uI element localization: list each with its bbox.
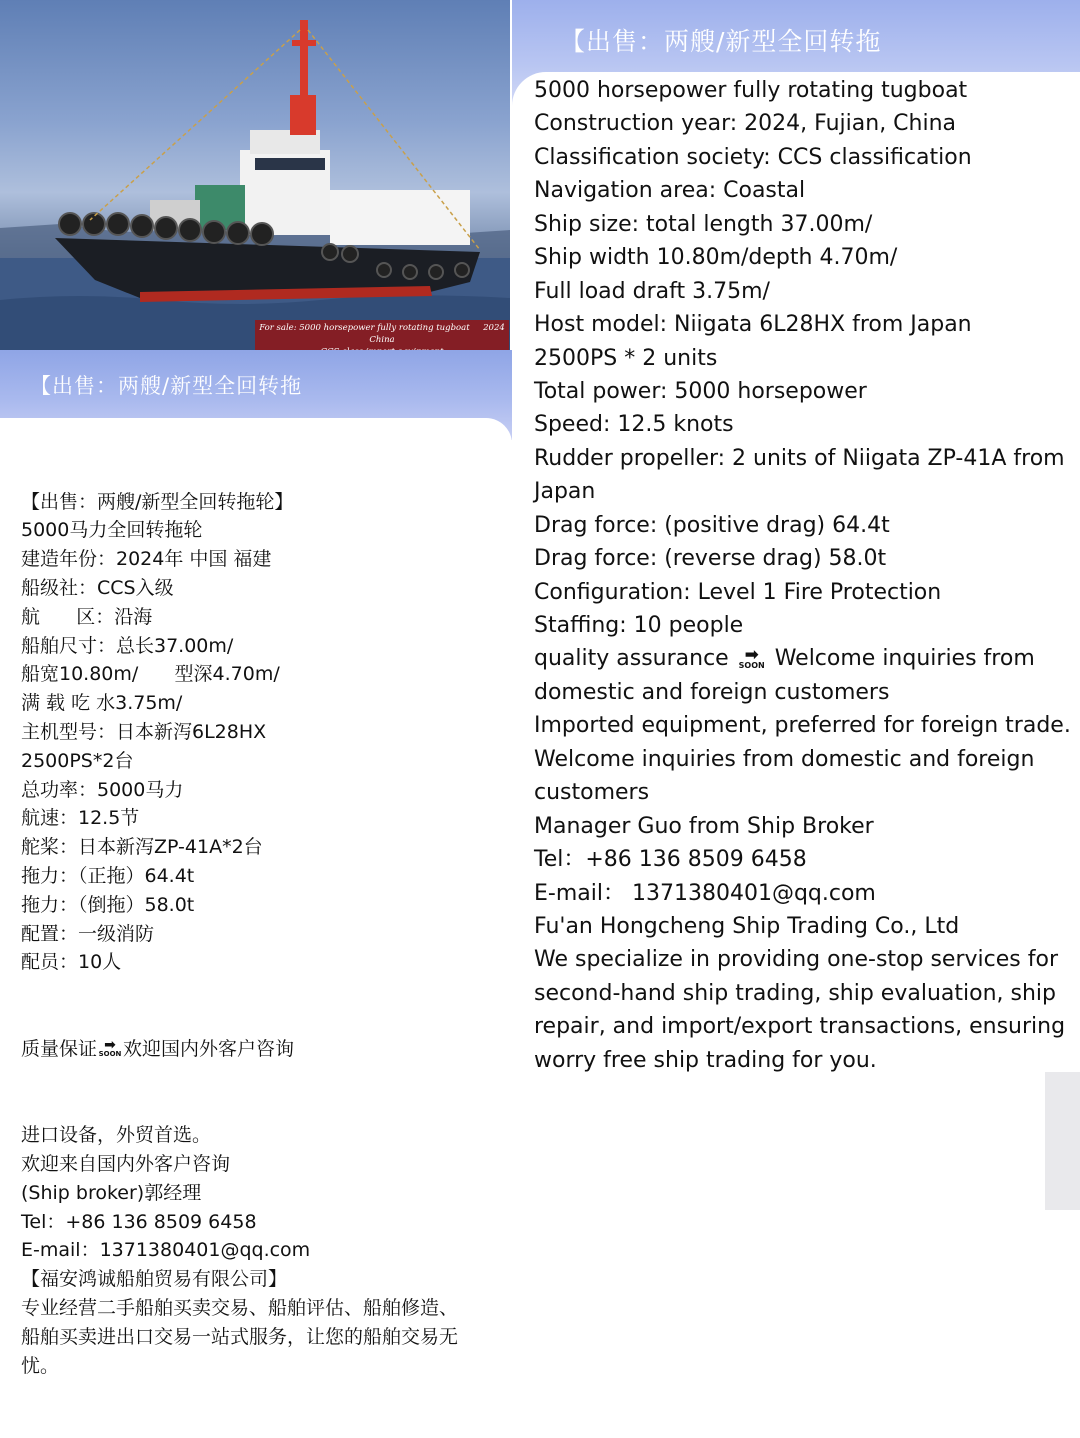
right-quality-line <box>534 642 1074 675</box>
text-line: Classification society: CCS classification <box>534 144 972 170</box>
text-line: Japan <box>534 479 596 505</box>
text-line: 5000马力全回转拖轮 <box>21 519 203 542</box>
text-line: 配置：一级消防 <box>21 922 155 945</box>
text-line: Navigation area: Coastal <box>534 178 806 204</box>
text-line: 拖力：（倒拖）58.0t <box>21 893 195 916</box>
text-line: We specialize in providing one-stop services for <box>534 947 1058 973</box>
text-line: (Ship broker)郭经理 <box>21 1181 202 1204</box>
text-line: Drag force: (positive drag) 64.4t <box>534 512 890 538</box>
text-line: Ship size: total length 37.00m/ <box>534 211 873 237</box>
right-quality-welcome: Welcome inquiries from <box>767 646 1035 672</box>
left-quality-welcome: 欢迎国内外客户咨询 <box>123 1037 295 1060</box>
text-line: Configuration: Level 1 Fire Protection <box>534 579 942 605</box>
left-quality-line <box>21 1035 501 1064</box>
text-line: 专业经营二手船舶买卖交易、船舶评估、船舶修造、 <box>21 1296 459 1319</box>
soon-arrow-icon: ➡ SOON <box>738 645 765 671</box>
text-line: 进口设备，外贸首选。 <box>21 1124 212 1147</box>
text-line: Rudder propeller: 2 units of Niigata ZP-41A from <box>534 445 1065 471</box>
text-line: 【出售：两艘/新型全回转拖轮】 <box>21 490 294 513</box>
text-line: 船舶买卖进出口交易一站式服务，让您的船舶交易无 <box>21 1325 459 1348</box>
right-listing-text <box>534 74 1074 1077</box>
text-line: 船宽10.80m/ 型深4.70m/ <box>21 663 280 686</box>
text-line: Host model: Niigata 6L28HX from Japan <box>534 312 972 338</box>
text-line: Drag force: (reverse drag) 58.0t <box>534 546 887 572</box>
left-header-title: 【出售：两艘/新型全回转拖 <box>30 374 303 398</box>
caption-year: 2024 China <box>369 323 505 345</box>
right-edge-strip <box>1045 1072 1080 1210</box>
photo-caption <box>255 320 509 350</box>
text-line: 满 载 吃 水3.75m/ <box>21 692 183 715</box>
text-line: 2500PS * 2 units <box>534 345 718 371</box>
soon-arrow-icon: ➡ SOON <box>98 1037 122 1059</box>
text-line: Tel：+86 136 8509 6458 <box>534 847 807 873</box>
text-line: worry free ship trading for you. <box>534 1047 877 1073</box>
caption-line-1: For sale: 5000 horsepower fully rotating tugboat <box>259 323 470 333</box>
text-line: 主机型号：日本新泻6L28HX <box>21 720 267 743</box>
text-line: 舵桨：日本新泻ZP-41A*2台 <box>21 836 263 859</box>
text-line: 船级社：CCS入级 <box>21 576 174 599</box>
text-line: 建造年份：2024年 中国 福建 <box>21 548 272 571</box>
text-line: E-mail： 1371380401@qq.com <box>534 880 876 906</box>
text-line: Speed: 12.5 knots <box>534 412 734 438</box>
text-line: 2500PS*2台 <box>21 749 134 772</box>
right-quality-label: quality assurance <box>534 646 736 672</box>
tugboat-illustration <box>0 0 510 350</box>
text-line: 5000 horsepower fully rotating tugboat <box>534 78 968 103</box>
text-line: Full load draft 3.75m/ <box>534 278 770 304</box>
text-line: 配员：10人 <box>21 951 122 974</box>
text-line: customers <box>534 780 650 806</box>
text-line: 船舶尺寸：总长37.00m/ <box>21 634 234 657</box>
text-line: Staffing: 10 people <box>534 613 744 638</box>
text-line: 总功率：5000马力 <box>21 778 184 801</box>
text-line: repair, and import/export transactions, ensuring <box>534 1014 1066 1040</box>
left-quality-label: 质量保证 <box>21 1037 98 1060</box>
right-header-title: 【出售：两艘/新型全回转拖 <box>560 27 882 56</box>
tugboat-photo <box>0 0 510 350</box>
text-line: second-hand ship trading, ship evaluation, ship <box>534 980 1056 1006</box>
text-line: 航速：12.5节 <box>21 807 140 830</box>
text-line: Construction year: 2024, Fujian, China <box>534 111 957 137</box>
text-line: domestic and foreign customers <box>534 679 890 705</box>
text-line: Tel：+86 136 8509 6458 <box>21 1210 257 1233</box>
text-line: 忧。 <box>21 1354 60 1377</box>
text-line: 拖力：（正拖）64.4t <box>21 864 195 887</box>
text-line: E-mail：1371380401@qq.com <box>21 1239 311 1262</box>
text-line: 航 区：沿海 <box>21 605 153 628</box>
text-line: Total power: 5000 horsepower <box>534 378 867 404</box>
text-line: 欢迎来自国内外客户咨询 <box>21 1152 231 1175</box>
text-line: Ship width 10.80m/depth 4.70m/ <box>534 245 898 271</box>
text-line: Welcome inquiries from domestic and foreign <box>534 746 1035 772</box>
text-line: 【福安鸿诚船舶贸易有限公司】 <box>21 1268 288 1291</box>
left-listing-text <box>21 430 501 1438</box>
text-line: Imported equipment, preferred for foreign trade. <box>534 713 1071 739</box>
text-line: Fu'an Hongcheng Ship Trading Co., Ltd <box>534 913 960 939</box>
left-panel <box>0 0 512 1377</box>
text-line: Manager Guo from Ship Broker <box>534 813 874 839</box>
